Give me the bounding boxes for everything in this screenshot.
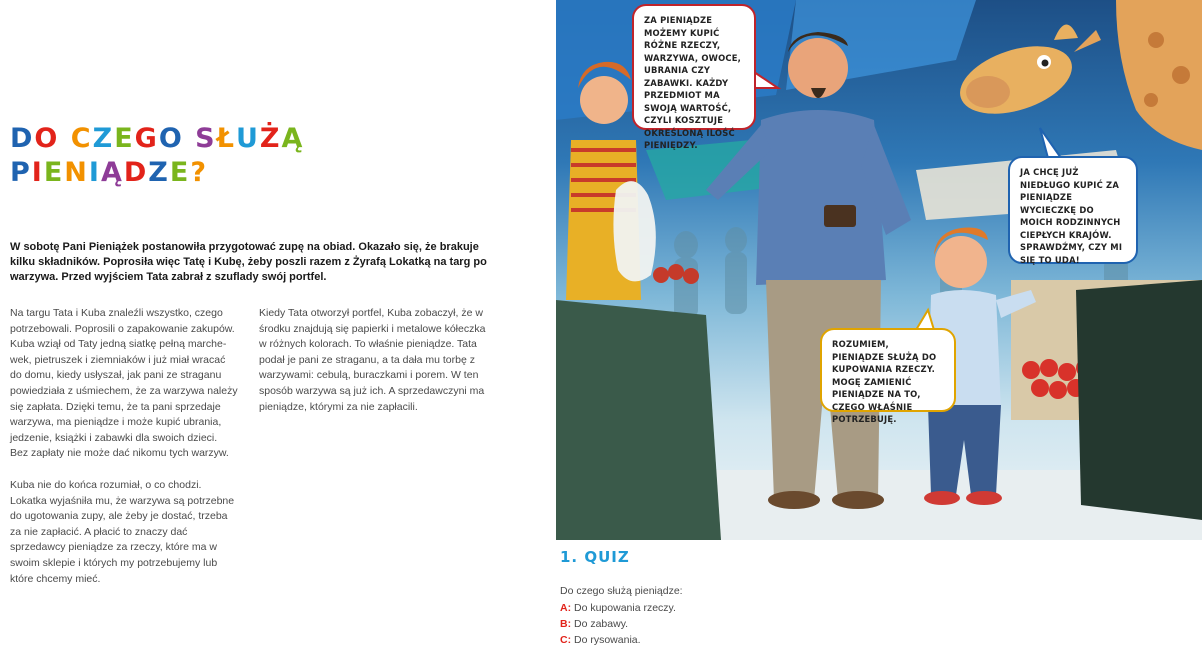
title-letter: Ż <box>259 123 282 154</box>
title-letter: D <box>123 157 149 188</box>
quiz-option-b[interactable] <box>560 616 676 632</box>
text-column-1 <box>10 306 238 603</box>
option-letter: A: <box>560 602 572 614</box>
title-letter: Ą <box>281 123 305 154</box>
title-letter: Ą <box>100 157 124 188</box>
right-page <box>556 0 1202 664</box>
title-letter: Z <box>92 123 115 154</box>
title-letter: I <box>88 157 101 188</box>
paragraph: Na targu Tata i Kuba znaleźli wszystko, czego potrzebowali. Poprosili o zapakowanie zakupów. Kuba wziął od Taty jedną siatkę pełną marchewek, pietruszek i ziemniaków i już miał wracać do domu, kiedy usłyszał, jak pani ze straganu powiedziała z uśmiechem, że za warzywa należy się zapłata. Dzięki temu, że ta pani sprzedaje warzywa, ma pieniądze i może kupić ubrania, jedzenie, książki i zabawki dla swoich dzieci. Bez zapłaty nie może dać nikomu tych warzyw. <box>10 307 238 460</box>
title-letter: Z <box>148 157 170 188</box>
paragraph: Kuba nie do końca rozumiał, o co chodzi. Lokatka wyjaśniła mu, że warzywa są potrzebne do ugotowania zupy, ale żeby je dostać, trzeba za nie zapłacić. A płacić to znaczy dać sprzedawcy pieniądze za rzeczy, które ma w swoim sklepie i których my potrzebujemy lub które chcemy mieć. <box>10 478 235 585</box>
title-letter: ? <box>190 157 208 188</box>
quiz-question: Do czego służą pieniądze: <box>560 585 683 597</box>
text-column-2 <box>259 306 487 431</box>
speech-bubble-dad: ZA PIENIĄDZE MOŻEMY KUPIĆ RÓŻNE RZECZY, WARZYWA, OWOCE, UBRANIA CZY ZABAWKI. KAŻDY PRZEDMIOT MA SWOJĄ WARTOŚĆ, CZYLI KOSZTUJE OKREŚLONĄ ILOŚĆ PIENIĘDZY. <box>632 4 756 130</box>
quiz-option-a[interactable] <box>560 600 676 616</box>
title-letter: I <box>31 157 44 188</box>
title-letter: O <box>34 123 60 154</box>
title-letter: U <box>235 123 260 154</box>
quiz-option-c[interactable] <box>560 632 676 648</box>
left-page <box>0 0 556 664</box>
title-letter: S <box>195 123 217 154</box>
option-text: Do zabawy. <box>574 618 629 630</box>
quiz-title: 1. QUIZ <box>560 548 630 566</box>
title-letter: E <box>43 157 65 188</box>
title-letter: O <box>158 123 184 154</box>
title-letter: P <box>10 157 32 188</box>
title-letter <box>184 122 195 156</box>
speech-bubble-kuba: ROZUMIEM, PIENIĄDZE SŁUŻĄ DO KUPOWANIA RZECZY. MOGĘ ZAMIENIĆ PIENIĄDZE NA TO, CZEGO WŁAŚNIE POTRZEBUJĘ. <box>820 328 956 412</box>
title-letter: D <box>10 123 35 154</box>
title-line-2 <box>10 156 304 190</box>
title-letter <box>59 122 70 156</box>
option-letter: C: <box>560 634 572 646</box>
page-title <box>10 122 304 190</box>
title-letter: C <box>70 123 93 154</box>
option-text: Do kupowania rzeczy. <box>574 602 676 614</box>
option-letter: B: <box>560 618 572 630</box>
title-letter: E <box>169 157 191 188</box>
title-line-1 <box>10 122 304 156</box>
intro-paragraph: W sobotę Pani Pieniążek postanowiła przygotować zupę na obiad. Okazało się, że brakuje kilku składników. Poprosiła więc Tatę i Kubę, żeby poszli razem z Żyrafą Lokatką na targ po warzywa. Przed wyjściem Tata zabrał z szuflady swój portfel. <box>10 241 487 283</box>
title-letter: N <box>64 157 89 188</box>
title-letter: Ł <box>216 123 236 154</box>
paragraph: Kiedy Tata otworzył portfel, Kuba zobaczył, że w środku znajdują się papierki i metalowe kółeczka w różnych kolorach. To właśnie pieniądze. Tata podał je pani ze straganu, a ta dała mu torbę z warzywami: cebulą, buraczkami i porem. W ten sposób warzywa są już ich. A sprzedawczyni ma pieniądze, którymi za nie zapłacili. <box>259 307 486 413</box>
title-letter: E <box>114 123 135 154</box>
speech-bubble-giraffe: JA CHCĘ JUŻ NIEDŁUGO KUPIĆ ZA PIENIĄDZE WYCIECZKĘ DO MOICH RODZINNYCH CIEPŁYCH KRAJÓW. SPRAWDŹMY, CZY MI SIĘ TO UDA! <box>1008 156 1138 264</box>
option-text: Do rysowania. <box>574 634 641 646</box>
title-letter: G <box>134 123 159 154</box>
quiz-options <box>560 600 676 648</box>
market-illustration <box>556 0 1202 540</box>
